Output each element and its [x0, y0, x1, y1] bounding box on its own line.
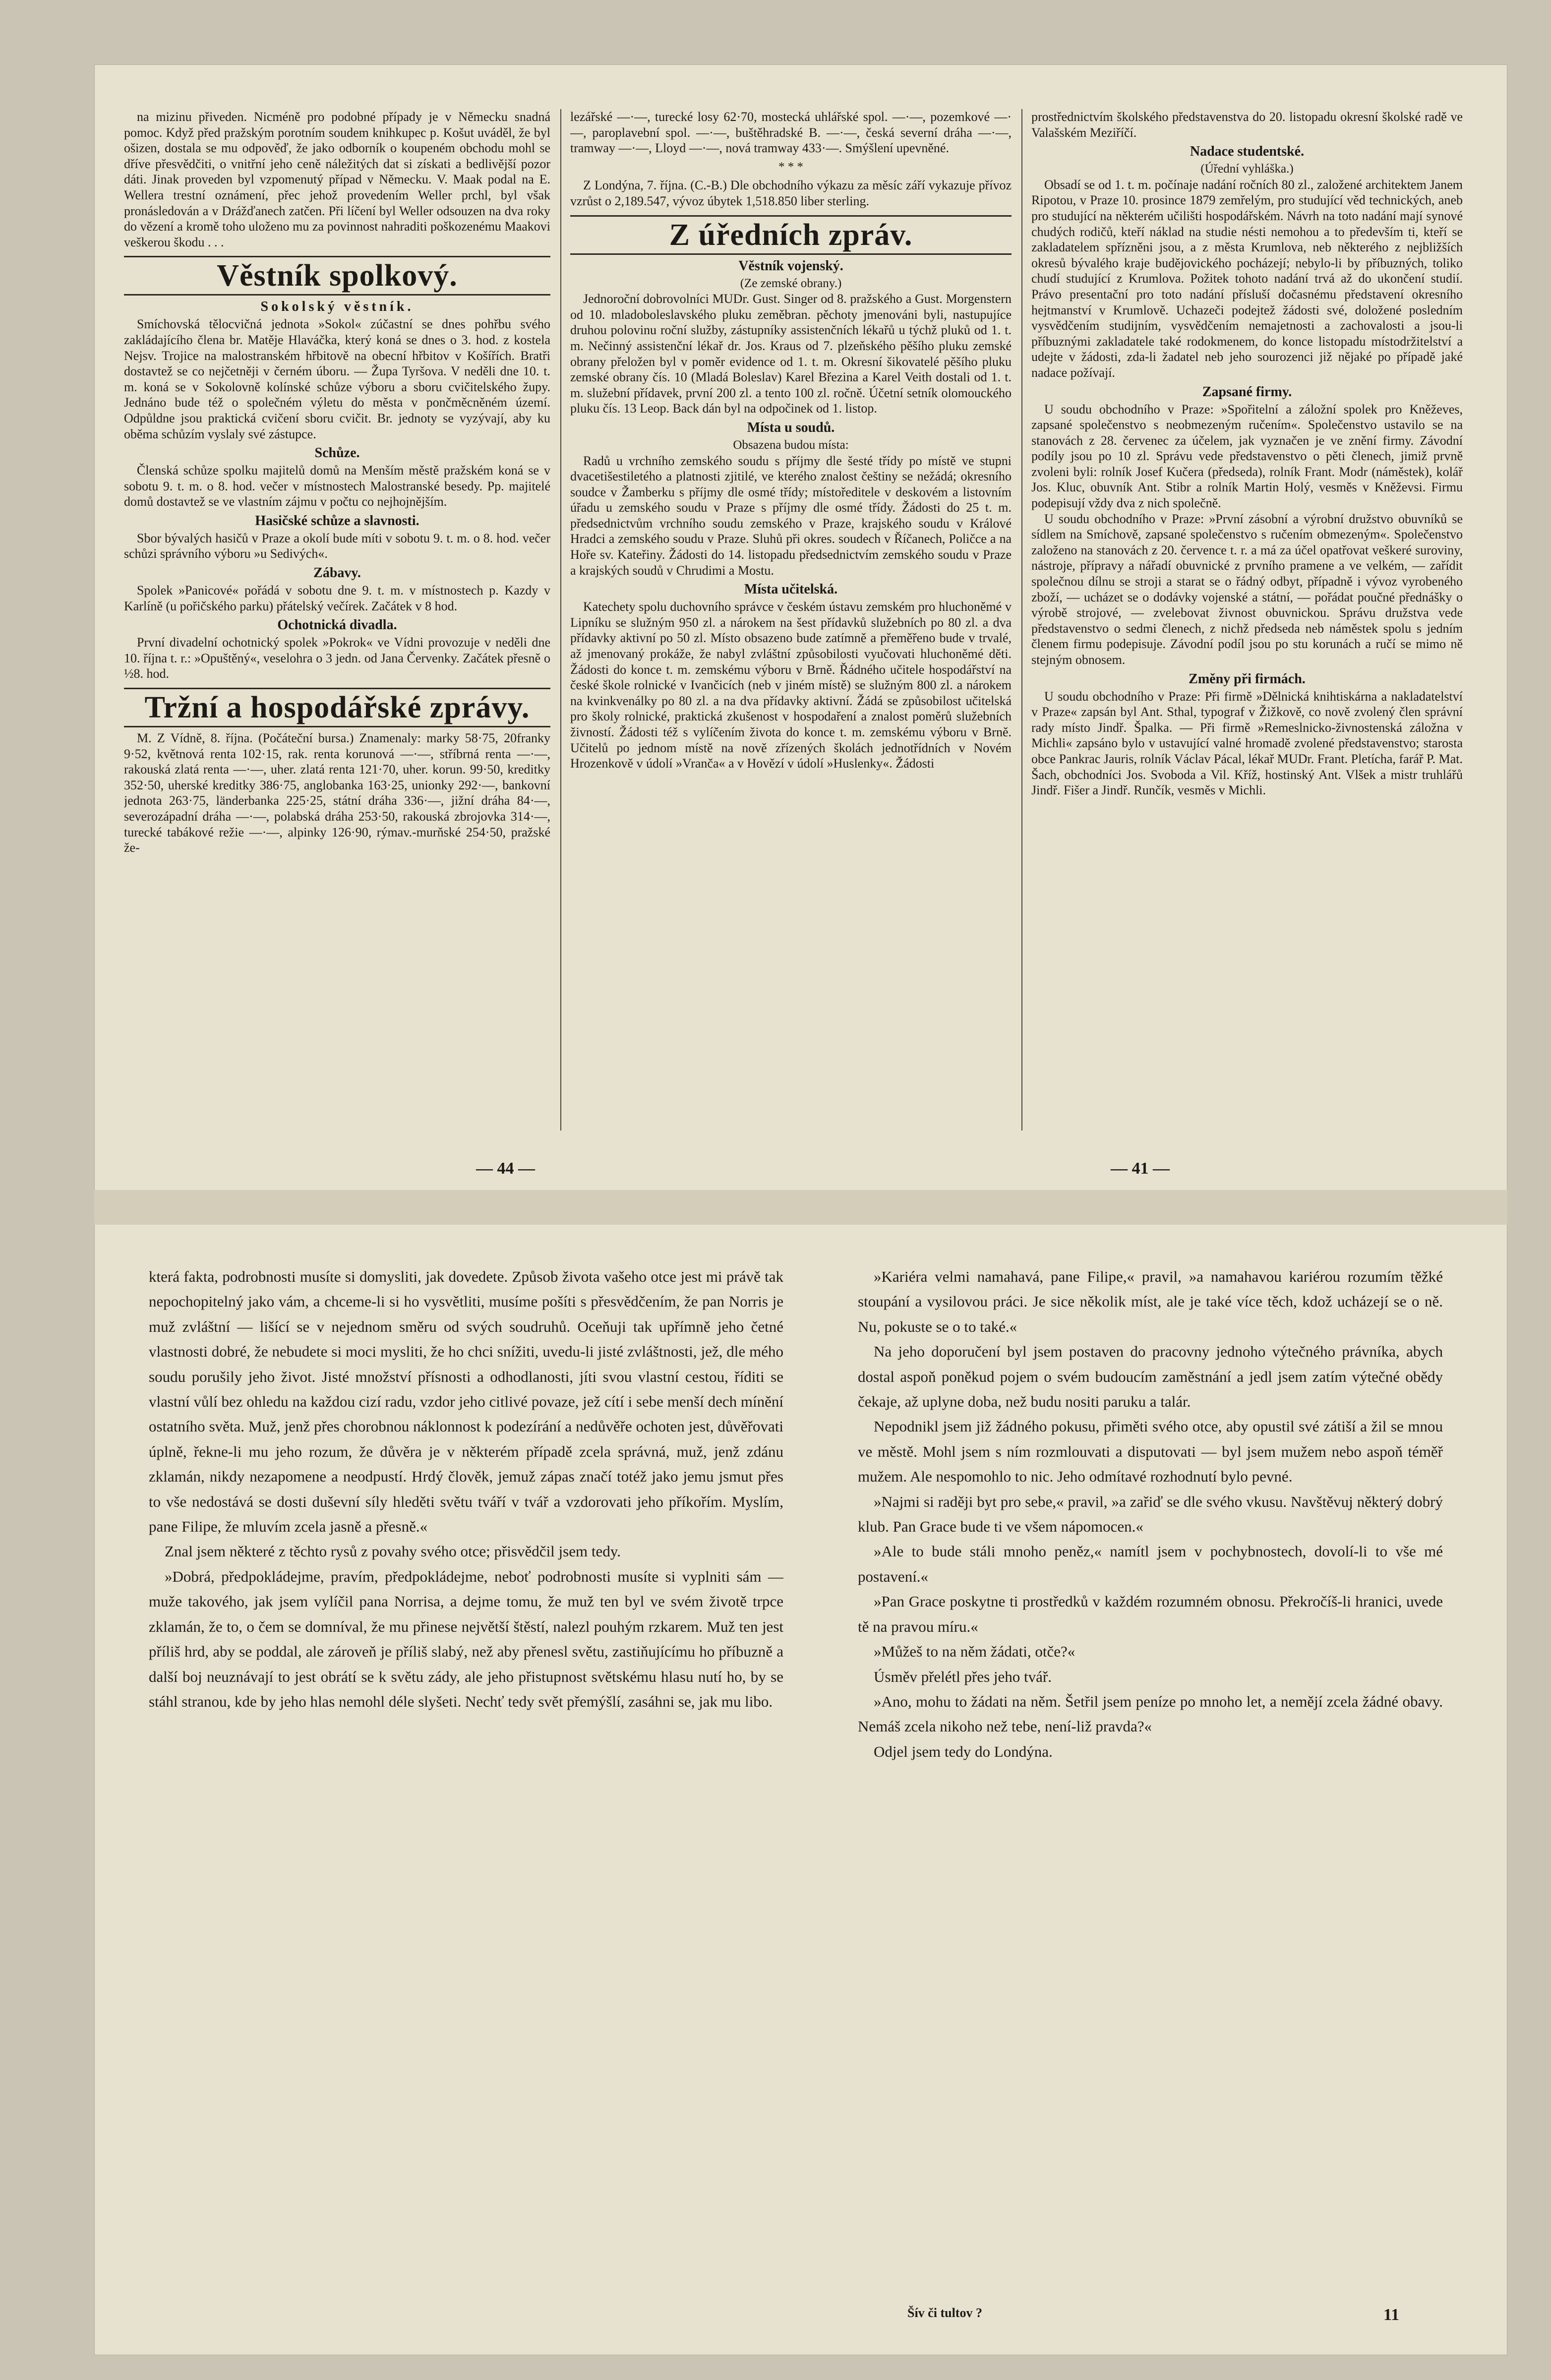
book-right-paragraph: »Pan Grace poskytne ti prostředků v každém rozumném obnosu. Překročíš-li hranici, uvede tě na pravou míru.« [858, 1593, 1443, 1635]
section-masthead-spolkovy: Věstník spolkový. [124, 256, 550, 296]
book-right-paragraph: »Kariéra velmi namahavá, pane Filipe,« pravil, »a namahavou kariérou rozumím těžké stoupání a vysilovou práci. Je sice několik míst, ale je také více těch, kdož ucházejí se o ně. Nu, pokuste se o to také.« [858, 1268, 1443, 1335]
vojensky-note: (Ze zemské obrany.) [740, 276, 842, 290]
divadla-text: První divadelní ochotnický spolek »Pokrok« ve Vídni provozuje v neděli dne 10. října t. r.: »Opuštěný«, veselohra o 3 jedn. od Jana Červenky. Začátek přesně o ½8. hod. [124, 635, 550, 681]
book-right-paragraph: »Ano, mohu to žádati na něm. Šetřil jsem peníze po mnoho let, a nemějí zcela žádné obavy. Nemáš zcela nikoho než tebe, není-liž pravda?« [858, 1692, 1443, 1735]
schuze-heading: Schůze. [314, 445, 360, 461]
firmy-text-2: U soudu obchodního v Praze: »První zásobní a výrobní družstvo obuvníků se sídlem na Smíchově, zapsané společenstvo s ručením obmezeným«. Společenstvo založeno na stanovách z 20. července t. r. a má za účel opatřovat veškeré suroviny, nástroje, přípravy a nářadí obuvnické z prvního pramene a ve velkém, — zařídit společnou dílnu se stroji a starat se o řádný odbyt, případně i vývoz vyrobeného zboží, — ucházet se o dodávky vojenské a státní, — pořádat poučné přednášky o výrobě strojové, — zvelebovat živnost obuvnickou. Správu družstva vede představenstvo o sedmi členech, z nichž předseda neb náměstek spolu s jedním členem firmu podepisuje. Závodní podíl jsou po stu korunách a ručí se mimo ně stejným obnosem. [1031, 511, 1463, 667]
zmeny-text: U soudu obchodního v Praze: Při firmě »Dělnická knihtiskárna a nakladatelství v Praze« zapsán byl Ant. Sthal, typograf v Žižkově, co nově zvolený člen správní rady místo Jindř. Špalka. — Při firmě »Remeslnicko-živnostenská záložna v Michli« zapsáno bylo v ustavující valné hromadě zvolené představenstvo; starosta obce Pankrac Jauris, rolník Václav Pácal, lékař MUDr. Frant. Pletícha, farář P. Mat. Šach, obchodníci Jos. Svoboda a Vil. Kříž, hostinský Ant. Vlšek a mistr truhlářů Jindř. Fišer a Jindř. Runčík, vesměs v Michli. [1031, 689, 1463, 798]
page-number-right: — 41 — [1111, 1159, 1170, 1178]
book-page-right [858, 1264, 1443, 2286]
book-right-paragraph: Úsměv přelétl přes jeho tvář. [874, 1667, 1052, 1685]
hasici-heading: Hasičské schůze a slavnosti. [255, 513, 419, 529]
nadace-heading: Nadace studentské. [1190, 144, 1305, 160]
london-text: Z Londýna, 7. října. (C.-B.) Dle obchodního výkazu za měsíc září vykazuje přívoz vzrůst o 2,189.547, vývoz úbytek 1,518.850 liber sterling. [570, 178, 1012, 208]
book-left-paragraph: »Dobrá, předpokládejme, pravím, předpokládejme, neboť podrobnosti musíte si vyplniti sám — muže takového, jak jsem vylíčil pana Norrisa, a dejme tomu, že muž ten byl ve svém životě trpce zklamán, že to, o čem se domníval, že mu přinese největší štěstí, nalezl pouhým rzkarem. Muž ten jest příliš hrd, aby se poddal, ale zároveň je příliš slabý, než aby přenesl světu, zastiňujícímu ho příbuzně a další boj neuznávají to jest obrátí se k světu zády, ale jeho přistupnost světskému hlasu nutí ho, by se stáhl stranou, kde by jeho hlas nemohl déle slyšeti. Nechť tedy svět přemýšlí, zasáhni se, jak mu libo. [149, 1567, 783, 1710]
book-page-left [149, 1264, 783, 2286]
soudu-text: Radů u vrchního zemského soudu s příjmy dle šesté třídy po místě ve stupni dvacetišestiletého a platnosti zjitilé, ve kterého znalost češtiny se nežádá; okresního soudce v Žamberku s příjmy dle osmé třídy; místoředitele v deskovém a listovním úřadu u zemského soudu v Praze s příjmy dle osmé třídy. Žádosti do 25 t. m. předsednictvům vrchního soudu zemského v Praze, krajského soudu v Králové Hradci a zemského soudu v Praze. Sluhů při okres. soudech v Říčanech, Poličce a na Hoře sv. Kateřiny. Žádosti do 14. listopadu předsednictvím zemského soudu v Praze a krajských soudů v Chrudimi a Mostu. [570, 453, 1012, 578]
section-masthead-uredni: Z úředních zpráv. [570, 215, 1012, 255]
lead-paragraph: na mizinu přiveden. Nicméně pro podobné případy je v Německu snadná pomoc. Když před pražským porotním soudem knihkupec p. Košut uváděl, že byl ošizen, dostala se mu odpověď, že jako odborník o koupeném obchodu mohl se dříve přesvědčiti, o vnitřní jeho ceně náležitých dat si získati a bedlivější pozor dáti. Jinak proveden byl vzpomenutý případ v Německu. V. Maak podal na E. Wellera trestní oznámení, přec jehož provedením Weller prchl, byl však pronásledován a v Drážďanech zatčen. Při líčení byl Weller odsouzen na dva roky do vězení a kromě toho uloženo mu za povinnost nahraditi poškozenému Maakovi veškerou škodu . . . [124, 110, 550, 249]
section-stars: * * * [778, 160, 803, 174]
market-continued: lezářské —·—, turecké losy 62·70, mostecká uhlářské spol. —·—, pozemkové —·—, paroplavební spol. —·—, buštěhradské B. —·—, česká severní dráha —·—, tramway —·—, Lloyd —·—, nová tramway 433·—. Smýšlení upevněné. [570, 110, 1012, 156]
book-left-paragraph: která fakta, podrobnosti musíte si domysliti, jak dovedete. Způsob života vašeho otce jest mi právě tak nepochopitelný jako vám, a chceme-li si ho vysvětliti, musíme pošíti s přesvědčením, že pan Norris je muž zvláštní — lišící se v nejednom směru od svých soudruhů. Oceňuji tak upřímně jeho četné vlastnosti dobré, že nebudete si moci mysliti, že ho chci snížiti, uvedu-li jisté zvláštnosti, jež, dle mého soudu porušily jeho život. Jisté množství přísnosti a odhodlanosti, jíti svou vlastní cestou, říditi se vlastní vůlí bez ohledu na každou cizí radu, vzdor jeho citlivé povaze, jež cítí i sebe menší dech mínění ostatního světa. Muž, jenž přes chorobnou náklonnost k podezírání a nedůvěře ochoten jest, důvěřovati úplně, řekne-li mu jeho rozum, že důvěra je v některém případě zcela správná, muž, jenž zdánu zklamán, nikdy nezapomene a neodpustí. Hrdý člověk, jemuž zápas značí totéž jako jemu jsmut přes to vše nedostává se dosti duševní síly hleděti světu tváří v tvář a vzdorovati jeho příkořím. Myslím, pane Filipe, že mluvím zcela jasně a přesně.« [149, 1268, 783, 1536]
schuze-text: Členská schůze spolku majitelů domů na Menším městě pražském koná se v sobotu 9. t. m. o 8. hod. večer v místnostech Malostranské besedy. Pp. majitelé domů dostavtež se ve vlastním zájmu v počtu co nejhojnějším. [124, 463, 550, 509]
scanned-sheet [94, 64, 1507, 2355]
divadla-heading: Ochotnická divadla. [277, 617, 397, 633]
newspaper-column-1 [124, 109, 550, 1130]
ucitel-heading: Místa učitelská. [744, 582, 838, 597]
signature-number: 11 [1383, 2306, 1400, 2324]
soudu-heading: Místa u soudů. [747, 419, 835, 435]
book-right-paragraph: Nepodnikl jsem již žádného pokusu, přiměti svého otce, aby opustil své zátiší a žil se mnou ve městě. Mohl jsem s ním rozmlouvati a disputovati — byl jsem mužem nebo aspoň téměř mužem. Ale nespomohlo to nic. Jeho odmítavé rozhodnutí bylo pevné. [858, 1418, 1443, 1486]
sokol-heading: Sokolský věstník. [260, 299, 414, 315]
market-text: M. Z Vídně, 8. října. (Počáteční bursa.) Znamenaly: marky 58·75, 20franky 9·52, květnová renta 102·15, rak. renta korunová —·—, stříbrná renta —·—, rakouská zlatá renta —·—, uher. zlatá renta 121·70, uher. korun. 99·50, kreditky 352·50, uherské kreditky 386·75, anglobanka 163·25, unionky 292·—, bankovní jednota 263·75, länderbanka 225·25, státní dráha 336·—, jižní dráha 84·—, severozápadní dráha —·—, polabská dráha 253·50, rakouská zbrojovka 314·—, turecké tabákové režie —·—, alpinky 126·90, rýmav.-murňské 254·50, pražské že- [124, 731, 550, 855]
book-left-paragraph: Znal jsem některé z těchto rysů z povahy svého otce; přisvědčil jsem tedy. [165, 1543, 621, 1560]
newspaper-block [124, 109, 1463, 1150]
newspaper-column-3 [1031, 109, 1463, 1130]
col3-lead-text: prostřednictvím školského představenstva do 20. listopadu okresní školské radě ve Valašském Meziříčí. [1031, 110, 1463, 140]
sokol-text: Smíchovská tělocvičná jednota »Sokol« zúčastní se dnes pohřbu svého zakládajícího člena br. Matěje Hlaváčka, který koná se dnes o 3. hod. z kostela Nejsv. Trojice na malostranském hřbitově na obecní hřbitov v Košířích. Bratři dostavtež se co nejčetněji v černém úboru. — Župa Tyršova. V neděli dne 10. t. m. koná se v Sokolovně kolínské schůze výboru a sboru cvičitelského župy. Jednáno bude též o společném výletu do města v pončměcněném území. Odpůldne jsou praktická cvičení sboru cvičit. Br. jednoty se vyzývají, aby ku oběma schůzím vyslaly své zástupce. [124, 317, 550, 441]
zmeny-heading: Změny při firmách. [1189, 671, 1306, 687]
newspaper-column-2 [570, 109, 1012, 1130]
signature-mark: Šív či tultov ? [907, 2306, 982, 2320]
book-right-paragraph: »Ale to bude stáli mnoho peněz,« namítl jsem v pochybnostech, dovolí-li to vše mé postavení.« [858, 1543, 1443, 1585]
section-masthead-trzni: Tržní a hospodářské zprávy. [124, 688, 550, 727]
zabavy-heading: Zábavy. [313, 565, 361, 581]
book-right-paragraph: Na jeho doporučení byl jsem postaven do pracovny jednoho výtečného právníka, abych dostal aspoň poněkud pojem o svém budoucím zaměstnání a jedl jsem zatím výtečné obědy čekaje, až uplyne doba, než budu nositi paruku a talár. [858, 1343, 1443, 1411]
ucitel-text: Katechety spolu duchovního správce v českém ústavu zemském pro hluchoněmé v Lipníku se služným 950 zl. a nárokem na šest přídavků služebních po 80 zl. a dva přídavky aktivní po 50 zl. Místo obsazeno bude zatímně a přeměřeno bude v trvalé, až jmenovaný prokáže, že nabyl zvláštní způsobilosti vyučovati hluchoněmé děti. Žádosti do konce t. m. zemskému výboru v Brně. Řádného učitele hospodářství na české škole rolnické v Ivančicích (neb v jiném místě) se služným 800 zl. a nárokem na kvinkvenálky po 80 zl. a na dva přídavky aktivní. Žádá se způsobilost učitelská pro školy rolnické, praktická zkušenost v hospodaření a znalost poměrů služebních živností. Žádosti též s vylíčením života do konce t. m. zemskému výboru v Brně. Učitelů po jednom místě na nově zřízených školách jednotřídních v Novém Hrozenkově v údolí »Vranča« a v Hovězí v údolí »Huslenky«. Žádosti [570, 599, 1012, 771]
zabavy-text: Spolek »Panicové« pořádá v sobotu dne 9. t. m. v místnostech p. Kazdy v Karlíně (u pořičského parku) přátelský večírek. Začátek v 8 hod. [124, 583, 550, 613]
book-right-paragraph: »Můžeš to na něm žádati, otče?« [874, 1643, 1075, 1661]
book-right-paragraph: Odjel jsem tedy do Londýna. [874, 1742, 1053, 1760]
page-number-left: — 44 — [476, 1159, 535, 1178]
soudu-sub: Obsazena budou místa: [733, 438, 849, 452]
firmy-text-1: U soudu obchodního v Praze: »Spořitelní a záložní spolek pro Kněževes, zapsané společenstvo s neobmezeným ručením«. Společenstvo ustavilo se na stanovách z 28. červenec za účelem, jak vyznačen je ve znění firmy. Závodní podíly jsou po 10 zl. Správu vede představenstvo o pěti členech, jimiž prvně zvoleni byli: rolník Josef Kučera (předseda), rolník Frant. Modr (náměstek), kolář Jos. Kluc, obuvník Ant. Stibr a rolník Martin Holý, vesměs v Kněževsi. Firmu podepisují vždy dva z nich společně. [1031, 402, 1463, 511]
column-rule [1021, 109, 1022, 1130]
nadace-text: Obsadí se od 1. t. m. počínaje nadání ročních 80 zl., založené architektem Janem Ripotou, v Praze 10. prosince 1879 zemřelým, pro studující věd technických, aneb pro studující na některém učilišti hospodářském. Návrh na toto nadání mají synové chudých rodičů, kteří náklad na studie nésti nemohou a to především ti, kteří se zakladatelem spřízněni jsou, a z města Krumlova, neb některého z nejbližších okresů bývalého kraje budějovického pocházejí; nebylo-li by příbuzných, toliko chudí studující z Krumlova. Požitek tohoto nadání trvá až do ukončení studií. Právo presentační pro toto nadání přísluší dočasnému představení okresního hejtmanství v Krumlově. Uchazeči podejtež žádosti své, doložené posledním vysvědčením studijním, vysvědčením nemajetnosti a zachovalosti a jsou-li příbuznými zakladatele také rodokmenem, do konce listopadu místodržitelství a udejte v žádosti, zda-li žadatel neb jeho sourozenci již nějaké po případě jaké nadace požívají. [1031, 177, 1463, 380]
page-fold [94, 1190, 1507, 1225]
book-right-paragraph: »Najmi si raději byt pro sebe,« pravil, »a zařiď se dle svého vkusu. Navštěvuj některý dobrý klub. Pan Grace bude ti ve všem nápomocen.« [858, 1492, 1443, 1536]
hasici-text: Sbor bývalých hasičů v Praze a okolí bude míti v sobotu 9. t. m. o 8. hod. večer schůzi správního výboru »u Sedivých«. [124, 531, 550, 561]
vojensky-heading: Věstník vojenský. [738, 258, 843, 274]
vojensky-text: Jednoroční dobrovolníci MUDr. Gust. Singer od 8. pražského a Gust. Morgenstern od 10. mladoboleslavského pluku zeměbran. pěchoty jmenováni byli, nastupujíce druhou polovinu roční služby, zástupníky assistenčních lékařů u týchž pluků od 1. t. m. Nečinný assistenční lékař dr. Jos. Kraus od 7. plzeňského pěšího pluku zemské obrany přeložen byl v poměr evidence od 1. t. m. Okresní šikovatelé pěšího pluku zemské obrany čís. 10 (Mladá Boleslav) Karel Březina a Karel Veith dostali od 1. t. m. služební přídavek, první 200 zl. a tento 100 zl. ročně. Účetní setník olomouckého pluku čís. 13 Leop. Back dán byl na odpočinek od 1. listop. [570, 292, 1012, 416]
column-rule [560, 109, 561, 1130]
firmy-heading: Zapsané firmy. [1202, 384, 1292, 400]
nadace-note: (Úřední vyhláška.) [1200, 162, 1294, 176]
